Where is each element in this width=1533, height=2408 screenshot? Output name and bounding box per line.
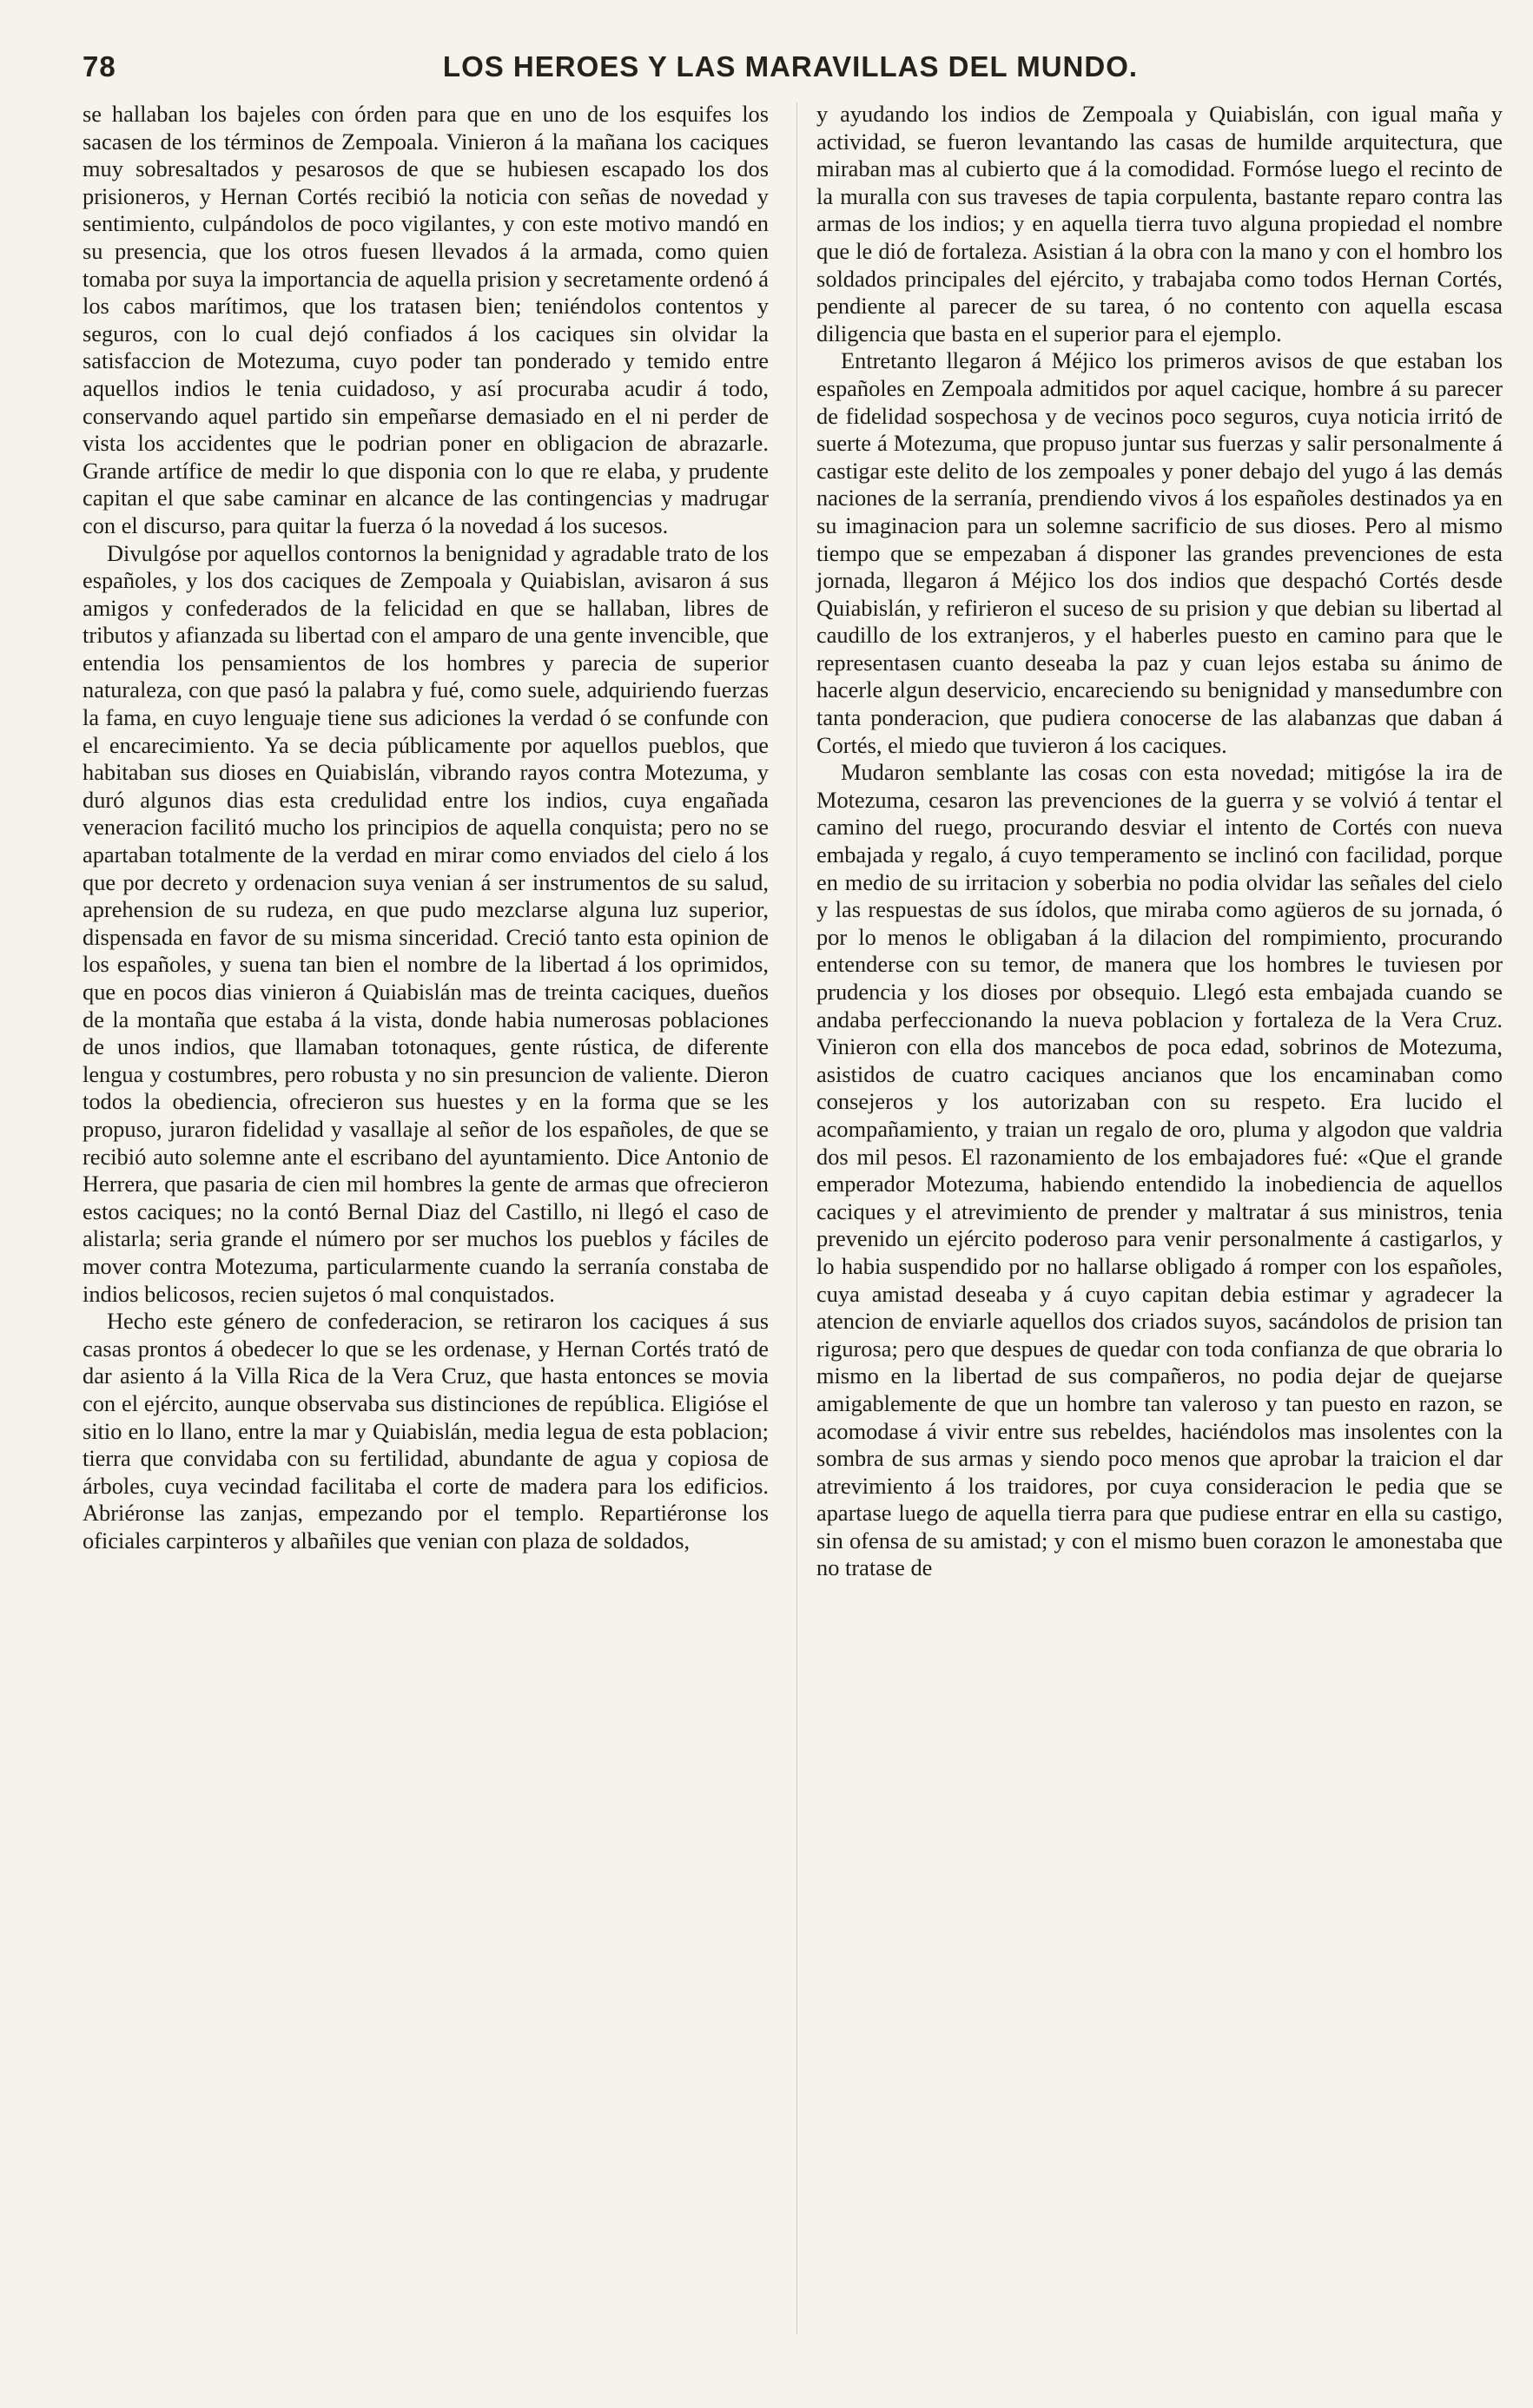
paragraph: Mudaron semblante las cosas con esta novedad; mitigóse la ira de Motezuma, cesaron las prevenciones de la guerra y se volvió á tentar el camino del ruego, procurando desviar el intento de Cortés con nueva embajada y regalo, á cuyo temperamento se inclinó con facilidad, porque en medio de su irritacion y soberbia no podia olvidar las señales del cielo y las respuestas de sus ídolos, que miraba como agüeros de su jornada, ó por lo menos le obligaban á la dilacion del rompimiento, procurando entenderse con su temor, de manera que los hombres le tuviesen por prudencia y los dioses por obsequio. Llegó esta embajada cuando se andaba perfeccionando la nueva poblacion y fortaleza de la Vera Cruz. Vinieron con ella dos mancebos de poca edad, sobrinos de Motezuma, asistidos de cuatro caciques ancianos que los encaminaban como consejeros y los autorizaban con su respeto. Era lucido el acompañamiento, y traian un regalo de oro, pluma y algodon que valdria dos mil pesos. El razonamiento de los embajadores fué: «Que el grande emperador Motezuma, habiendo entendido la inobediencia de aquellos caciques y el atrevimiento de prender y maltratar á sus ministros, tenia prevenido un ejército poderoso para venir personalmente á castigarlos, y lo habia suspendido por no hallarse obligado á romper con los españoles, cuya amistad deseaba y á cuyo capitan debia estimar y agradecer la atencion de enviarle aquellos dos criados suyos, sacándolos de prision tan rigurosa; pero que despues de quedar con toda confianza de que obraria lo mismo en la libertad de sus compañeros, no podia dejar de quejarse amigablemente de que un hombre tan valeroso y tan puesto en razon, se acomodase á vivir entre sus rebeldes, haciéndolos mas insolentes con la sombra de sus armas y siendo poco menos que aprobar la traicion el dar atrevimiento á los traidores, por cuya consideracion le pedia que se apartase luego de aquella tierra para que pudiese entrar en ella su castigo, sin ofensa de su amistad; y con el mismo buen corazon le amonestaba que no tratase de (816, 759, 1503, 1581)
page-number: 78 (83, 50, 116, 82)
paragraph: Hecho este género de confederacion, se retiraron los caciques á sus casas prontos á obedecer lo que se les ordenase, y Hernan Cortés trató de dar asiento á la Villa Rica de la Vera Cruz, que hasta entonces se movia con el ejército, aunque observaba sus distinciones de república. Eligióse el sitio en lo llano, entre la mar y Quiabislán, media legua de esta poblacion; tierra que convidaba con su fertilidad, abundante de agua y copiosa de árboles, cuya vecindad facilitaba el corte de madera para los edificios. Abriéronse las zanjas, empezando por el templo. Repartiéronse los oficiales carpinteros y albañiles que venian con plaza de soldados, (83, 1308, 769, 1554)
left-column (83, 101, 769, 2350)
paragraph: Divulgóse por aquellos contornos la benignidad y agradable trato de los españoles, y los dos caciques de Zempoala y Quiabislan, avisaron á sus amigos y confederados de la felicidad en que se hallaban, libres de tributos y afianzada su libertad con el amparo de una gente invencible, que entendia los pensamientos de los hombres y parecia de superior naturaleza, con que pasó la palabra y fué, como suele, adquiriendo fuerzas la fama, en cuyo lenguaje tiene sus adiciones la verdad ó se confunde con el encarecimiento. Ya se decia públicamente por aquellos pueblos, que habitaban sus dioses en Quiabislán, vibrando rayos contra Motezuma, y duró algunos dias esta credulidad entre los indios, cuya engañada veneracion facilitó mucho los principios de aquella conquista; pero no se apartaban totalmente de la verdad en mirar como enviados del cielo á los que por decreto y ordenacion suya venian á ser instrumentos de su salud, aprehension de su rudeza, en que pudo mezclarse alguna luz superior, dispensada en favor de su misma sinceridad. Creció tanto esta opinion de los españoles, y suena tan bien el nombre de la libertad á los oprimidos, que en pocos dias vinieron á Quiabislán mas de treinta caciques, dueños de la montaña que estaba á la vista, donde habia numerosas poblaciones de unos indios, que llamaban totonaques, gente rústica, de diferente lengua y costumbres, pero robusta y no sin presuncion de valiente. Dieron todos la obediencia, ofrecieron sus huestes y en la forma que se les propuso, juraron fidelidad y vasallaje al señor de los españoles, de que se recibió auto solemne ante el escribano del ayuntamiento. Dice Antonio de Herrera, que pasaria de cien mil hombres la gente de armas que ofrecieron estos caciques; no la contó Bernal Diaz del Castillo, ni llegó el caso de alistarla; seria grande el número por ser muchos los pueblos y fáciles de mover contra Motezuma, particularmente cuando la serranía constaba de indios belicosos, recien sujetos ó mal conquistados. (83, 539, 769, 1307)
paragraph: se hallaban los bajeles con órden para que en uno de los esquifes los sacasen de los términos de Zempoala. Vinieron á la mañana los caciques muy sobresaltados y pesarosos de que se hubiesen escapado los dos prisioneros, y Hernan Cortés recibió la noticia con señas de novedad y sentimiento, culpándolos de poco vigilantes, y con este motivo mandó en su presencia, que los otros fuesen llevados á la armada, como quien tomaba por suya la importancia de aquella prision y secretamente ordenó á los cabos marítimos, que los tratasen bien; teniéndolos contentos y seguros, con lo cual dejó confiados á los caciques sin olvidar la satisfaccion de Motezuma, cuyo poder tan ponderado y temido entre aquellos indios le tenia cuidadoso, y así procuraba acudir á todo, conservando aquel partido sin empeñarse demasiado en el ni perder de vista los accidentes que le podrian poner en obligacion de abrazarle. Grande artífice de medir lo que disponia con lo que re elaba, y prudente capitan el que sabe caminar en alcance de las contingencias y madrugar con el discurso, para quitar la fuerza ó la novedad á los sucesos. (83, 101, 769, 538)
right-column (816, 101, 1503, 2350)
paragraph: Entretanto llegaron á Méjico los primeros avisos de que estaban los españoles en Zempoala admitidos por aquel cacique, hombre á su parecer de fidelidad sospechosa y de vecinos poco seguros, cuya noticia irritó de suerte á Motezuma, que propuso juntar sus fuerzas y salir personalmente á castigar este delito de los zempoales y poner debajo del yugo á las demás naciones de la serranía, prendiendo vivos á los españoles destinados ya en su imaginacion para un solemne sacrificio de sus dioses. Pero al mismo tiempo que se empezaban á disponer las grandes prevenciones de esta jornada, llegaron á Méjico los dos indios que despachó Cortés desde Quiabislán, y refirieron el suceso de su prision y que debian su libertad al caudillo de los extranjeros, y el haberles puesto en camino para que le representasen cuanto deseaba la paz y cuan lejos estaba su ánimo de hacerle algun deservicio, encareciendo su benignidad y mansedumbre con tanta ponderacion, que pudiera conocerse de las alabanzas que daban á Cortés, el miedo que tuvieron á los caciques. (816, 347, 1503, 758)
page-header (83, 33, 1498, 94)
paragraph: y ayudando los indios de Zempoala y Quiabislán, con igual maña y actividad, se fueron levantando las casas de humilde arquitectura, que miraban mas al cubierto que á la comodidad. Formóse luego el recinto de la muralla con sus traveses de tapia corpulenta, bastante reparo contra las armas de los indios; y en aquella tierra tuvo alguna propiedad el nombre que le dió de fortaleza. Asistian á la obra con la mano y con el hombro los soldados principales del ejército, y trabajaba como todos Hernan Cortés, pendiente al parecer de su tarea, ó no contento con aquella escasa diligencia que basta en el superior para el ejemplo. (816, 101, 1503, 346)
column-divider (796, 102, 797, 2334)
running-title: LOS HEROES Y LAS MARAVILLAS DEL MUNDO. (442, 50, 1139, 82)
